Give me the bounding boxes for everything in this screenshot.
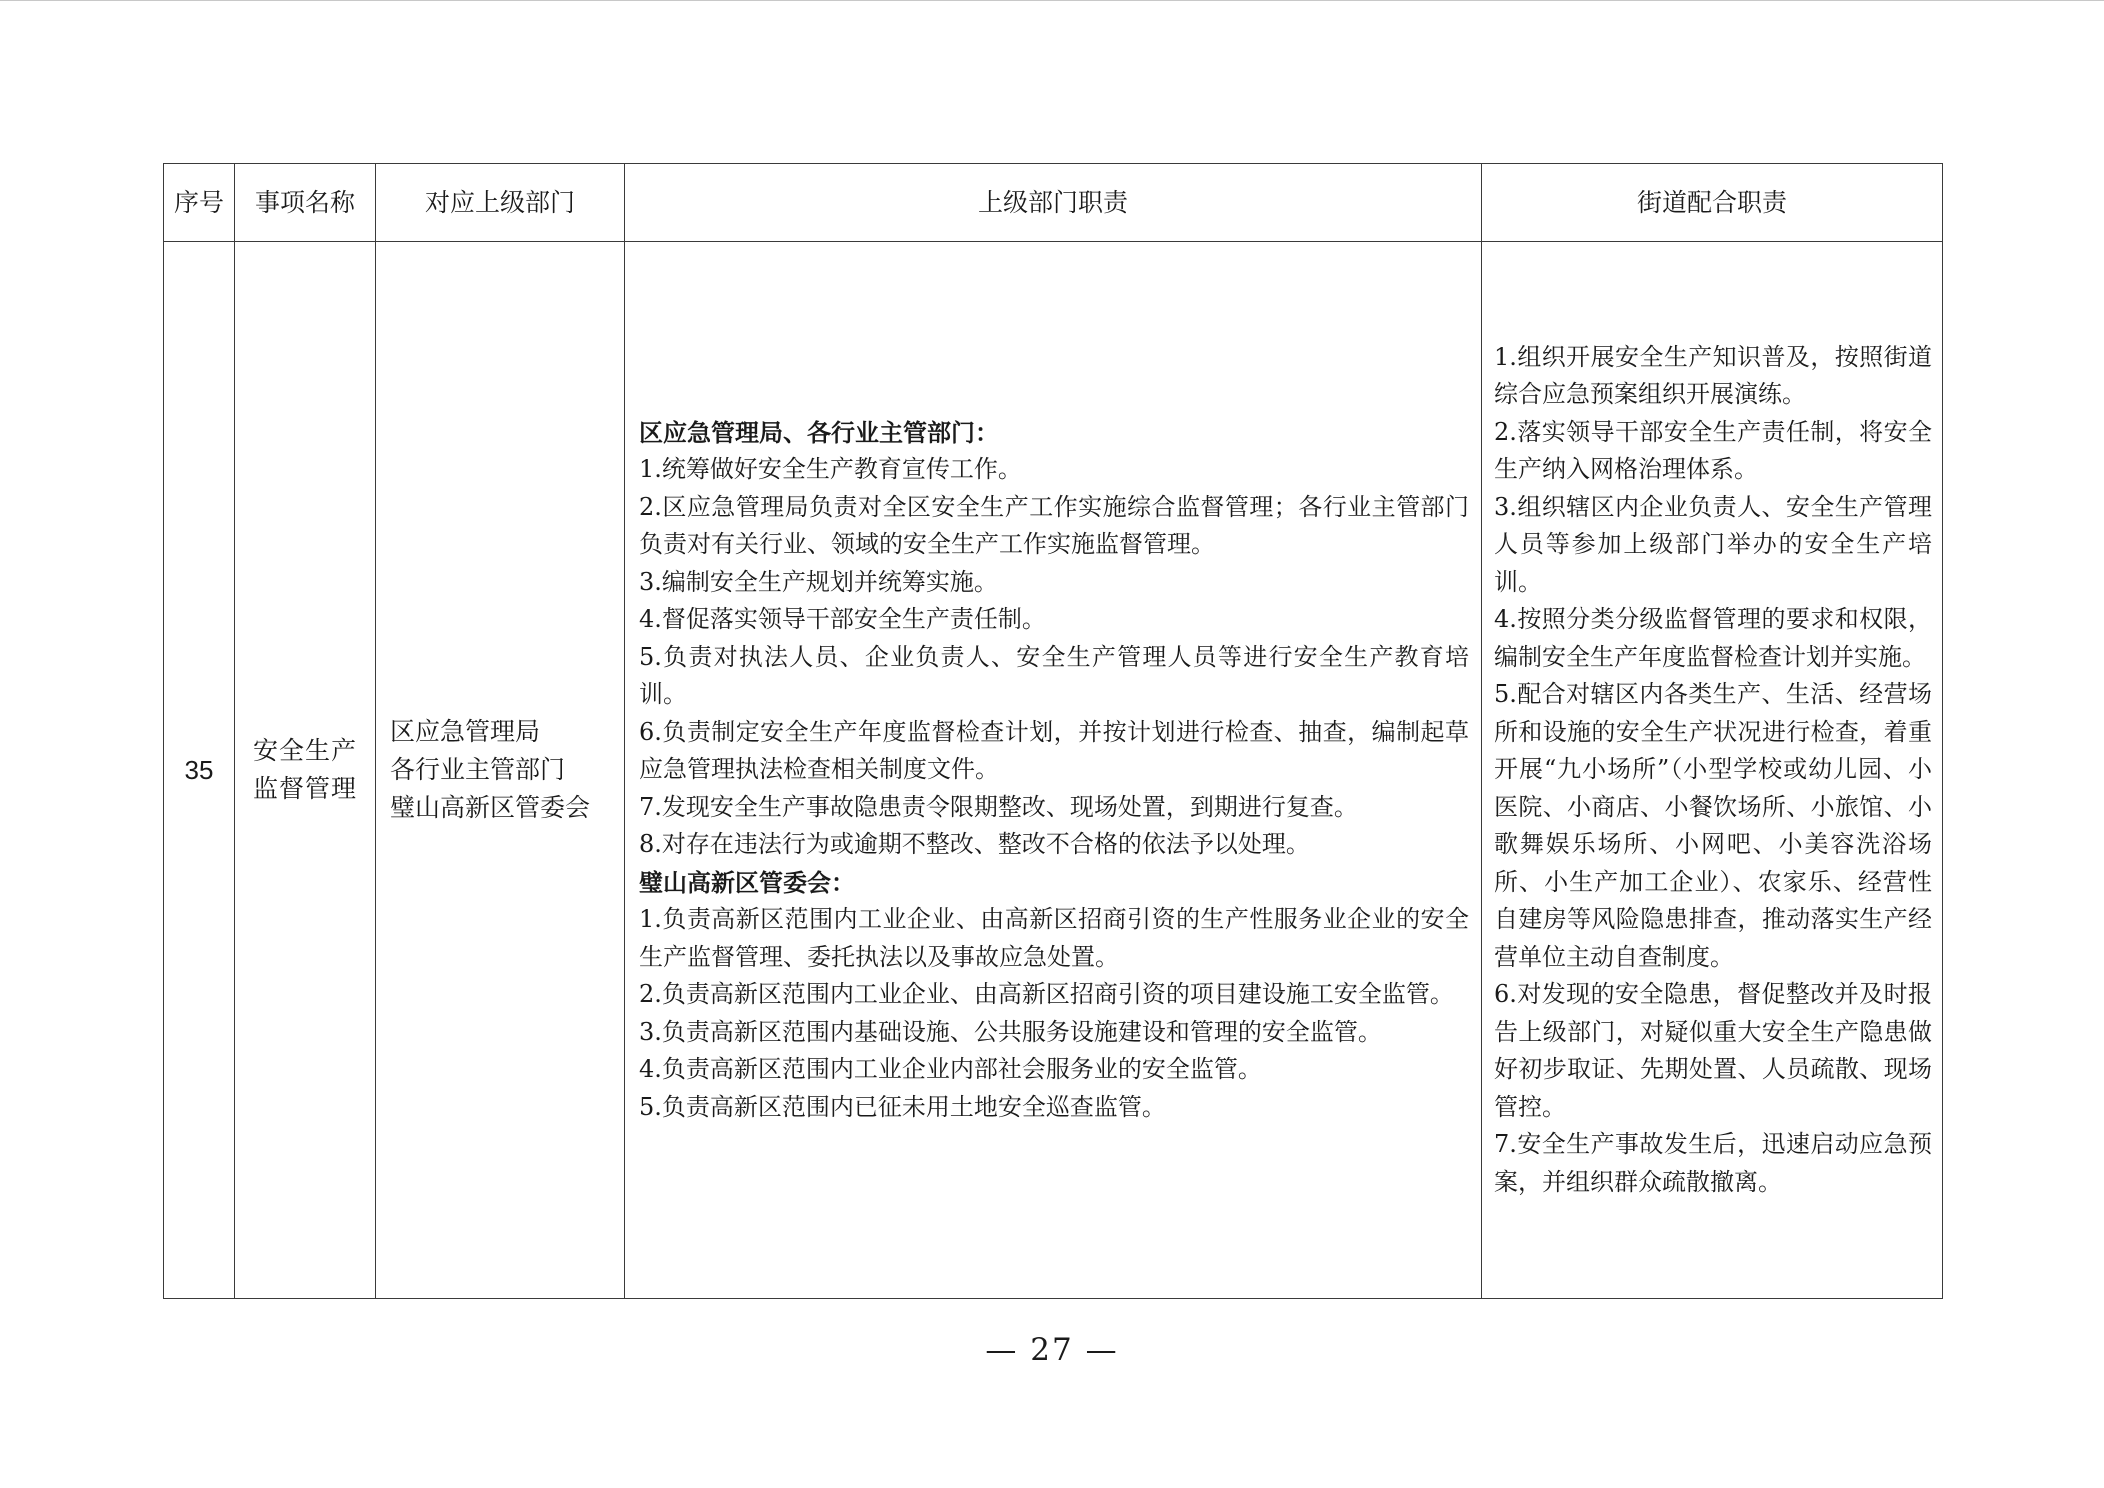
header-dept: 对应上级部门 xyxy=(376,164,625,242)
duty-item: 5.负责对执法人员、企业负责人、安全生产管理人员等进行安全生产教育培训。 xyxy=(639,642,1469,709)
duty-item: 2.负责高新区范围内工业企业、由高新区招商引资的项目建设施工安全监管。 xyxy=(639,980,1454,1009)
street-item: 4.按照分类分级监督管理的要求和权限，编制安全生产年度监督检查计划并实施。 xyxy=(1494,605,1932,671)
dept-line: 各行业主管部门 xyxy=(390,755,566,784)
duty-item: 4.负责高新区范围内工业企业内部社会服务业的安全监管。 xyxy=(639,1055,1262,1084)
duty-section-title: 区应急管理局、各行业主管部门： xyxy=(639,417,999,447)
duty-item: 3.负责高新区范围内基础设施、公共服务设施建设和管理的安全监管。 xyxy=(639,1017,1382,1046)
header-name: 事项名称 xyxy=(235,164,376,242)
duty-item: 5.负责高新区范围内已征未用土地安全巡查监管。 xyxy=(639,1092,1166,1121)
street-item: 3.组织辖区内企业负责人、安全生产管理人员等参加上级部门举办的安全生产培训。 xyxy=(1494,492,1932,596)
duty-table xyxy=(163,163,1943,1299)
duty-item: 1.负责高新区范围内工业企业、由高新区招商引资的生产性服务业企业的安全生产监督管理、委托执法以及事故应急处置。 xyxy=(639,905,1469,971)
duty-item: 6.负责制定安全生产年度监督检查计划，并按计划进行检查、抽查，编制起草应急管理执法检查相关制度文件。 xyxy=(639,717,1469,784)
duty-item: 7.发现安全生产事故隐患责令限期整改、现场处置，到期进行复查。 xyxy=(639,792,1358,821)
header-seq: 序号 xyxy=(164,164,235,242)
duty-item: 1.统筹做好安全生产教育宣传工作。 xyxy=(639,455,1022,484)
cell-dept xyxy=(376,242,625,1299)
street-item: 6.对发现的安全隐患，督促整改并及时报告上级部门，对疑似重大安全生产隐患做好初步取证、先期处置、人员疏散、现场管控。 xyxy=(1494,980,1932,1121)
table-header-row xyxy=(164,164,1943,242)
cell-seq: 35 xyxy=(164,242,235,1299)
duty-item: 8.对存在违法行为或逾期不整改、整改不合格的依法予以处理。 xyxy=(639,830,1310,859)
dept-line: 区应急管理局 xyxy=(390,717,541,746)
cell-duty xyxy=(625,242,1482,1299)
page-number: — 27 — xyxy=(985,1332,1119,1368)
header-street: 街道配合职责 xyxy=(1482,164,1943,242)
item-name-line: 监督管理 xyxy=(252,774,357,803)
duty-item: 3.编制安全生产规划并统筹实施。 xyxy=(639,567,998,596)
street-item: 1.组织开展安全生产知识普及，按照街道综合应急预案组织开展演练。 xyxy=(1494,342,1932,409)
item-name-line: 安全生产 xyxy=(252,736,357,765)
street-item: 5.配合对辖区内各类生产、生活、经营场所和设施的安全生产状况进行检查，着重开展“九小场所”（小型学校或幼儿园、小医院、小商店、小餐饮场所、小旅馆、小歌舞娱乐场所、小网吧、小美容洗浴场所、小生产加工企业）、农家乐、经营性自建房等风险隐患排查，推动落实生产经营单位主动自查制度。 xyxy=(1494,680,1932,971)
cell-street xyxy=(1482,242,1943,1299)
header-duty: 上级部门职责 xyxy=(625,164,1482,242)
cell-item-name xyxy=(235,242,376,1299)
duty-section-title: 璧山高新区管委会： xyxy=(639,867,855,897)
dept-line: 璧山高新区管委会 xyxy=(390,793,591,822)
street-item: 7.安全生产事故发生后，迅速启动应急预案，并组织群众疏散撤离。 xyxy=(1494,1130,1932,1196)
duty-item: 2.区应急管理局负责对全区安全生产工作实施综合监督管理；各行业主管部门负责对有关行业、领域的安全生产工作实施监督管理。 xyxy=(639,492,1469,559)
duty-item: 4.督促落实领导干部安全生产责任制。 xyxy=(639,605,1046,634)
street-item: 2.落实领导干部安全生产责任制，将安全生产纳入网格治理体系。 xyxy=(1494,417,1932,484)
table-row xyxy=(164,242,1943,1299)
